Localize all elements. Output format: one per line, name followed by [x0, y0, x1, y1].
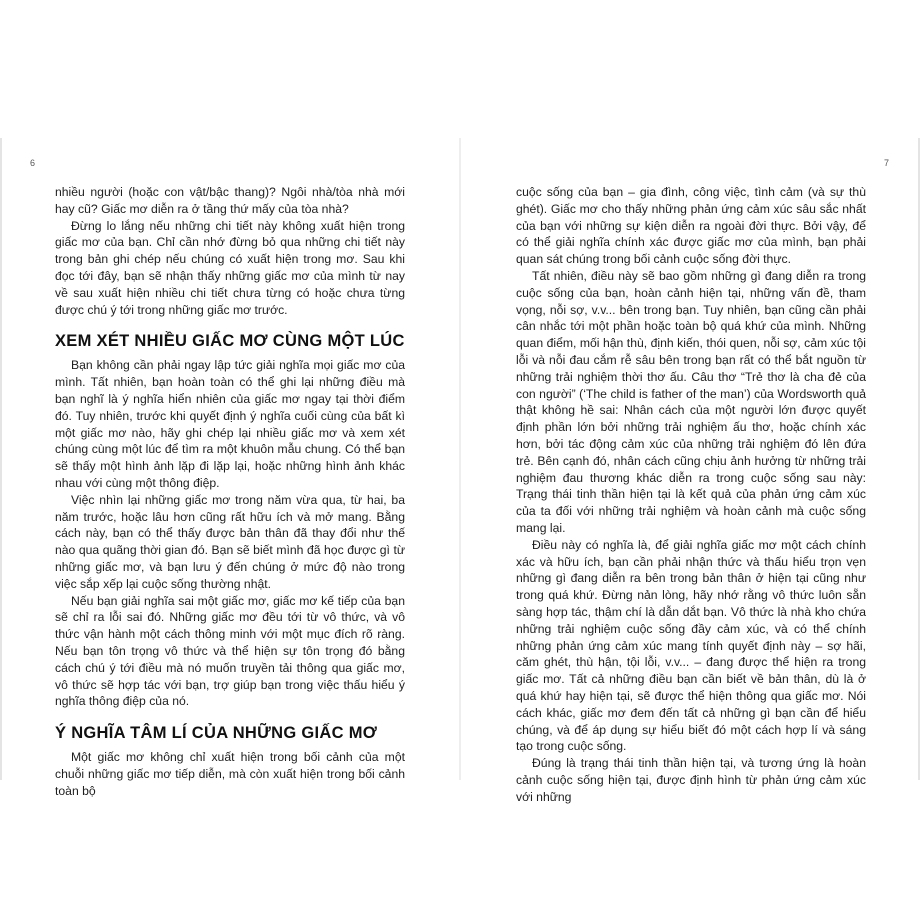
paragraph: nhiều người (hoặc con vật/bậc thang)? Ngôi nhà/tòa nhà mới hay cũ? Giấc mơ diễn ra ở tầng thứ mấy của tòa nhà?: [55, 185, 405, 216]
paragraph: Đúng là trạng thái tinh thần hiện tại, và tương ứng là hoàn cảnh cuộc sống hiện tại, được định hình từ phản ứng cảm xúc với những: [516, 756, 866, 804]
paragraph: Bạn không cần phải ngay lập tức giải nghĩa mọi giấc mơ của mình. Tất nhiên, bạn hoàn toàn có thể ghi lại những điều mà bạn nghĩ là ý nghĩa hiển nhiên của giấc mơ ngay tại thời điểm đó. Tuy nhiên, trước khi quyết định ý nghĩa cuối cùng của bất kì một giấc mơ nào, hãy ghi chép lại nhiều giấc mơ và xem xét chúng cùng một lúc để tìm ra một khuôn mẫu chung. Có thể bạn sẽ thấy một hình ảnh lặp đi lặp lại, hoặc những hình ảnh khác nhau với cùng một thông điệp.: [55, 358, 405, 490]
right-page-text: [516, 184, 866, 805]
book-gutter: [459, 138, 461, 780]
page-number-right: 7: [884, 158, 890, 168]
paragraph: Một giấc mơ không chỉ xuất hiện trong bối cảnh của một chuỗi những giấc mơ tiếp diễn, mà còn xuất hiện trong bối cảnh toàn bộ: [55, 750, 405, 798]
paragraph: Tất nhiên, điều này sẽ bao gồm những gì đang diễn ra trong cuộc sống của bạn, hoàn cảnh hiện tại, những vấn đề, tham vọng, nỗi sợ, v.v... bên trong bạn. Tuy nhiên, bạn cũng cần phải cân nhắc tới một phần hoặc toàn bộ quá khứ của mình. Những quan điểm, mối hận thù, định kiến, thói quen, nỗi sợ, cảm xúc tội lỗi và nỗi đau cắm rễ sâu bên trong bạn rất có thể bắt nguồn từ những trải nghiệm thời thơ ấu. Câu thơ “Trẻ thơ là cha đẻ của con người” (‘The child is father of the man’) của Wordsworth quả thật không hề sai: Nhân cách của một người lớn được quyết định phần lớn bởi những trải nghiệm ấu thơ, hoặc chính xác hơn, bởi tác động cảm xúc của những trải nghiệm đó lên đứa trẻ. Bên cạnh đó, nhân cách cũng chịu ảnh hưởng từ những trải nghiệm đau thương khác diễn ra trong cuộc sống sau này: Trạng thái tinh thần hiện tại là kết quả của phản ứng cảm xúc của ta đối với những trải nghiệm và hoàn cảnh mà cuộc sống mang lại.: [516, 268, 866, 535]
paragraph: Việc nhìn lại những giấc mơ trong năm vừa qua, từ hai, ba năm trước, hoặc lâu hơn cũng rất hữu ích và mở mang. Bằng cách này, bạn có thể thấy được bản thân đã thay đổi như thế nào qua quãng thời gian đó. Bạn sẽ biết mình đã học được gì từ những giấc mơ, và bạn lưu ý đến chúng ở mức độ nào trong việc sắp xếp lại cuộc sống thường nhật.: [55, 492, 405, 591]
paragraph: Đừng lo lắng nếu những chi tiết này không xuất hiện trong giấc mơ của bạn. Chỉ cần nhớ đừng bỏ qua những chi tiết này trong bản ghi chép nếu chúng có xuất hiện trong mơ. Sau khi đọc tới đây, bạn sẽ nhận thấy những giấc mơ của mình từ nay về sau xuất hiện nhiều chi tiết chưa từng có hoặc chưa từng được chú ý tới trong những giấc mơ trước.: [55, 218, 405, 317]
paragraph: cuộc sống của bạn – gia đình, công việc, tình cảm (và sự thù ghét). Giấc mơ cho thấy những phản ứng cảm xúc sâu sắc nhất của bạn với những sự kiện diễn ra ngoài đời thực. Bởi vậy, để có thể giải nghĩa chính xác được giấc mơ của mình, bạn phải quan sát chúng trong bối cảnh cuộc sống đời thực.: [516, 185, 866, 267]
section-heading: Ý NGHĨA TÂM LÍ CỦA NHỮNG GIẤC MƠ: [55, 724, 378, 743]
page-number-left: 6: [30, 158, 36, 168]
paragraph: Nếu bạn giải nghĩa sai một giấc mơ, giấc mơ kế tiếp của bạn sẽ chỉ ra lỗi sai đó. Những giấc mơ đều tới từ vô thức, và vô thức vận hành một cách thông minh với một mục đích rõ ràng. Nếu bạn tôn trọng vô thức và thể hiện sự tôn trọng đó bằng cách chú ý tới điều mà nó muốn truyền tải thông qua giấc mơ, vô thức sẽ hợp tác với bạn, trợ giúp bạn trong việc thấu hiểu ý nghĩa thông điệp của nó.: [55, 593, 405, 709]
section-heading: XEM XÉT NHIỀU GIẤC MƠ CÙNG MỘT LÚC: [55, 332, 405, 351]
left-page-text: [55, 184, 405, 800]
paragraph: Điều này có nghĩa là, để giải nghĩa giấc mơ một cách chính xác và hữu ích, bạn cần phải nhận thức và thấu hiểu trọn vẹn những gì đang diễn ra bên trong bản thân ở hiện tại cũng như trong quá khứ. Đừng nản lòng, hãy nhớ rằng vô thức luôn sẵn sàng hợp tác, thậm chí là dẫn dắt bạn. Vô thức là nhà kho chứa những trải nghiệm cuộc sống đầy cảm xúc, và có thể chính những phản ứng cảm xúc mang tính quyết định này – sợ hãi, căm ghét, thù hận, tội lỗi, v.v... – đang được thể hiện ra trong giấc mơ. Tất cả những điều bạn cần biết về bản thân, dù là ở quá khứ hay hiện tại, sẽ được thể hiện thông qua giấc mơ. Nói cách khác, giấc mơ đem đến tất cả những gì bạn cần để hiểu chúng, và để áp dụng sự hiểu biết đó một cách hợp lí và sáng tạo trong cuộc sống.: [516, 537, 866, 754]
page-edge-left: [0, 138, 2, 780]
